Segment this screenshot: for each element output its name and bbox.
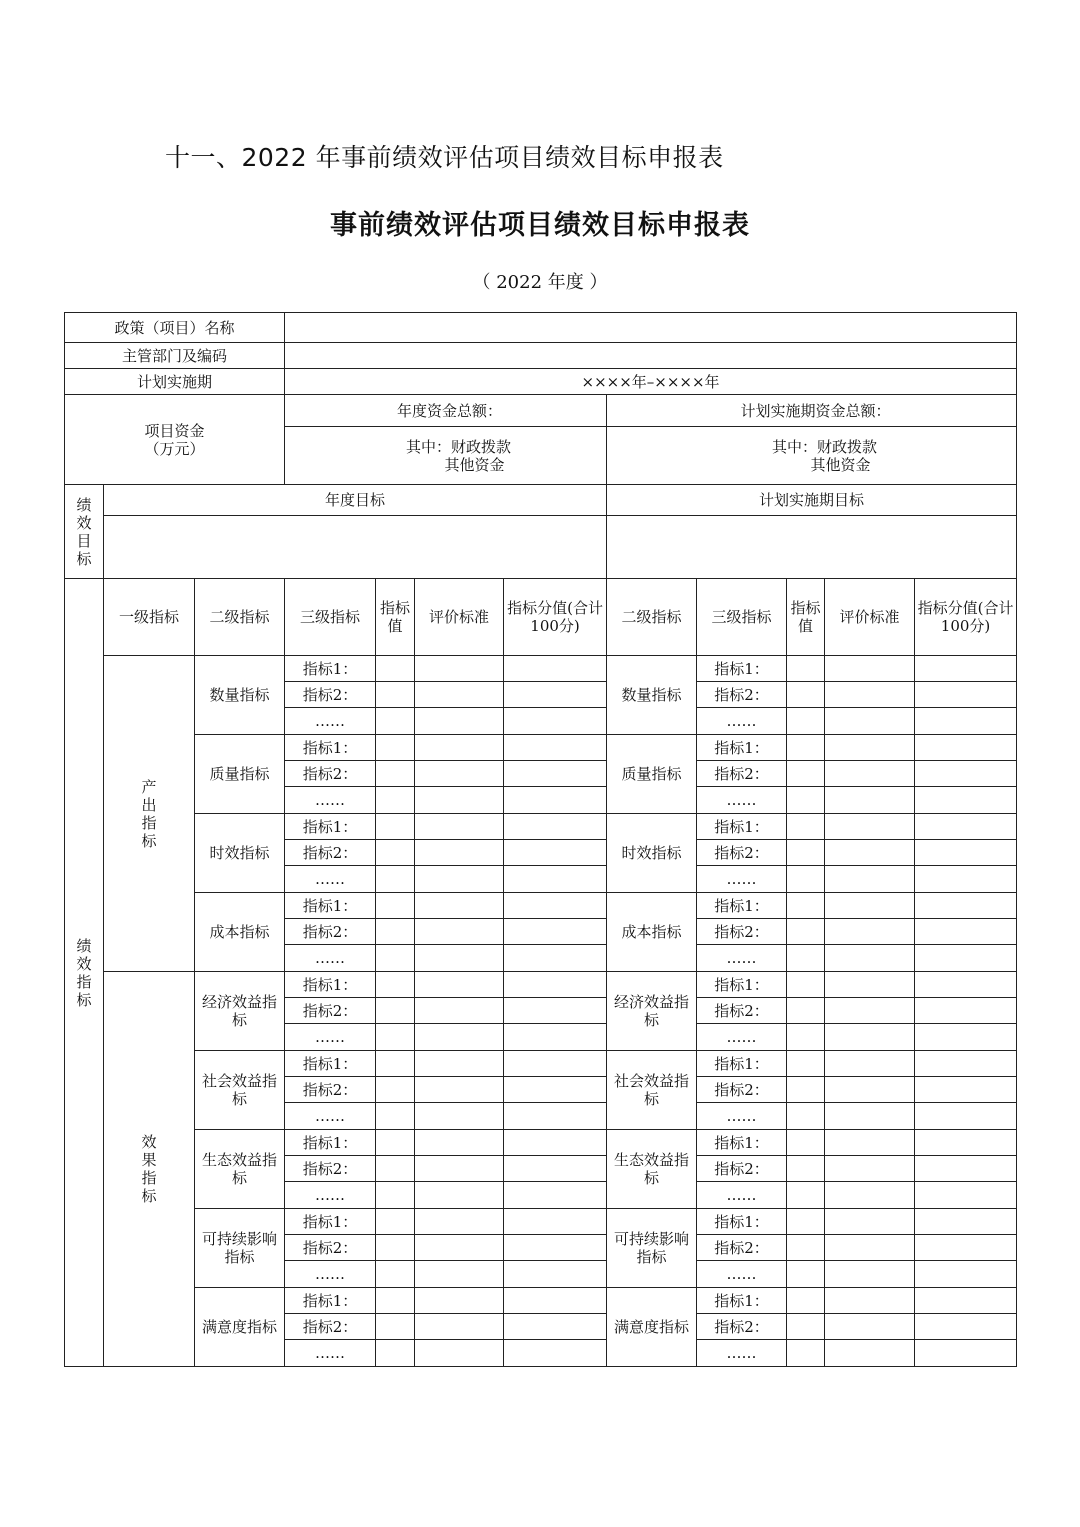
indicator-value-field[interactable] (376, 1156, 415, 1182)
indicator-2-label-plan: 指标2： (697, 682, 787, 708)
annual-of-which-label: 其中：财政拨款 (406, 437, 512, 456)
indicator-value-field-plan[interactable] (787, 1314, 825, 1340)
score-field[interactable] (504, 1288, 607, 1314)
evaluation-standard-field[interactable] (415, 972, 504, 998)
indicator-value-field-plan[interactable] (787, 656, 825, 682)
evaluation-standard-field-plan[interactable] (825, 814, 915, 840)
header-score: 指标分值(合计100分) (504, 579, 607, 656)
indicator-1-label: 指标1： (285, 1051, 376, 1077)
evaluation-standard-field-plan[interactable] (825, 945, 915, 972)
indicator-value-field-plan[interactable] (787, 1103, 825, 1130)
score-field[interactable] (504, 972, 607, 998)
funds-label-line2: （万元） (144, 439, 205, 458)
indicator-value-field-plan[interactable] (787, 1077, 825, 1103)
indicator-value-field[interactable] (376, 682, 415, 708)
score-field-plan[interactable] (915, 1235, 1017, 1261)
indicator-more-label: …… (285, 1261, 376, 1288)
indicator-2-label-plan: 指标2： (697, 1314, 787, 1340)
indicator-row (65, 1209, 1017, 1235)
level2-indicator-plan: 可持续影响指标 (607, 1209, 697, 1288)
score-field[interactable] (504, 893, 607, 919)
indicator-more-label: …… (285, 1340, 376, 1367)
indicator-1-label-plan: 指标1： (697, 972, 787, 998)
indicator-more-label-plan: …… (697, 945, 787, 972)
header-value-plan: 指标值 (787, 579, 825, 656)
level2-indicator: 质量指标 (195, 735, 285, 814)
indicator-value-field[interactable] (376, 972, 415, 998)
score-field[interactable] (504, 1024, 607, 1051)
evaluation-standard-field-plan[interactable] (825, 893, 915, 919)
evaluation-standard-field[interactable] (415, 998, 504, 1024)
indicator-side-label: 绩 效 指 标 (65, 579, 104, 1367)
score-field[interactable] (504, 1103, 607, 1130)
indicator-1-label-plan: 指标1： (697, 1209, 787, 1235)
indicator-value-field[interactable] (376, 1261, 415, 1288)
evaluation-standard-field-plan[interactable] (825, 656, 915, 682)
performance-goal-form (64, 312, 1017, 1367)
indicator-2-label-plan: 指标2： (697, 1156, 787, 1182)
indicator-value-field-plan[interactable] (787, 1156, 825, 1182)
indicator-value-field-plan[interactable] (787, 840, 825, 866)
level2-indicator: 可持续影响指标 (195, 1209, 285, 1288)
evaluation-standard-field[interactable] (415, 814, 504, 840)
indicator-more-label-plan: …… (697, 787, 787, 814)
score-field-plan[interactable] (915, 866, 1017, 893)
level2-indicator: 满意度指标 (195, 1288, 285, 1367)
indicator-value-field-plan[interactable] (787, 998, 825, 1024)
indicator-row (65, 656, 1017, 682)
indicator-value-field-plan[interactable] (787, 814, 825, 840)
indicator-value-field[interactable] (376, 1288, 415, 1314)
score-field-plan[interactable] (915, 761, 1017, 787)
score-field[interactable] (504, 1156, 607, 1182)
indicator-value-field[interactable] (376, 1077, 415, 1103)
indicator-value-field[interactable] (376, 1051, 415, 1077)
indicator-2-label: 指标2： (285, 1235, 376, 1261)
indicator-value-field[interactable] (376, 945, 415, 972)
indicator-1-label-plan: 指标1： (697, 735, 787, 761)
indicator-value-field-plan[interactable] (787, 1235, 825, 1261)
score-field[interactable] (504, 1340, 607, 1367)
score-field[interactable] (504, 1235, 607, 1261)
score-field[interactable] (504, 761, 607, 787)
annual-breakdown-field[interactable] (285, 427, 607, 485)
evaluation-standard-field-plan[interactable] (825, 972, 915, 998)
score-field-plan[interactable] (915, 814, 1017, 840)
score-field[interactable] (504, 682, 607, 708)
indicator-value-field[interactable] (376, 708, 415, 735)
indicator-more-label-plan: …… (697, 1103, 787, 1130)
dept-label: 主管部门及编码 (65, 343, 285, 369)
score-field[interactable] (504, 866, 607, 893)
indicator-value-field[interactable] (376, 761, 415, 787)
indicator-more-label-plan: …… (697, 1182, 787, 1209)
row-indicator-headers (65, 579, 1017, 656)
indicator-row (65, 893, 1017, 919)
section-heading: 十一、2022 年事前绩效评估项目绩效目标申报表 (165, 143, 724, 172)
indicator-1-label: 指标1： (285, 814, 376, 840)
indicator-value-field[interactable] (376, 1130, 415, 1156)
score-field-plan[interactable] (915, 1156, 1017, 1182)
row-dept (65, 343, 1017, 369)
score-field-plan[interactable] (915, 1051, 1017, 1077)
row-policy-name (65, 313, 1017, 343)
indicator-2-label-plan: 指标2： (697, 1077, 787, 1103)
score-field-plan[interactable] (915, 1314, 1017, 1340)
level2-indicator-plan: 时效指标 (607, 814, 697, 893)
indicator-2-label: 指标2： (285, 1156, 376, 1182)
indicator-value-field-plan[interactable] (787, 1261, 825, 1288)
evaluation-standard-field[interactable] (415, 1077, 504, 1103)
indicator-value-field-plan[interactable] (787, 761, 825, 787)
header-level3-plan: 三级指标 (697, 579, 787, 656)
indicator-value-field[interactable] (376, 840, 415, 866)
header-value: 指标值 (376, 579, 415, 656)
evaluation-standard-field-plan[interactable] (825, 1209, 915, 1235)
score-field-plan[interactable] (915, 1130, 1017, 1156)
evaluation-standard-field[interactable] (415, 893, 504, 919)
funds-label-line1: 项目资金 (144, 421, 205, 440)
indicator-value-field-plan[interactable] (787, 866, 825, 893)
indicator-1-label: 指标1： (285, 1288, 376, 1314)
level2-indicator: 成本指标 (195, 893, 285, 972)
indicator-value-field[interactable] (376, 1235, 415, 1261)
period-field[interactable]: ××××年–××××年 (285, 369, 1017, 395)
indicator-1-label-plan: 指标1： (697, 1288, 787, 1314)
header-standard: 评价标准 (415, 579, 504, 656)
goal-side-label: 绩 效 目 标 (65, 485, 104, 579)
indicator-value-field-plan[interactable] (787, 787, 825, 814)
evaluation-standard-field-plan[interactable] (825, 1314, 915, 1340)
indicator-value-field-plan[interactable] (787, 708, 825, 735)
evaluation-standard-field-plan[interactable] (825, 1077, 915, 1103)
evaluation-standard-field[interactable] (415, 1314, 504, 1340)
evaluation-standard-field-plan[interactable] (825, 1288, 915, 1314)
score-field-plan[interactable] (915, 1024, 1017, 1051)
score-field-plan[interactable] (915, 787, 1017, 814)
evaluation-standard-field-plan[interactable] (825, 682, 915, 708)
plan-goal-field[interactable] (607, 516, 1017, 579)
score-field-plan[interactable] (915, 1209, 1017, 1235)
score-field[interactable] (504, 1314, 607, 1340)
level2-indicator: 社会效益指标 (195, 1051, 285, 1130)
header-level3: 三级指标 (285, 579, 376, 656)
evaluation-standard-field[interactable] (415, 1130, 504, 1156)
score-field-plan[interactable] (915, 1103, 1017, 1130)
level2-indicator: 时效指标 (195, 814, 285, 893)
header-level1: 一级指标 (104, 579, 195, 656)
evaluation-standard-field[interactable] (415, 1288, 504, 1314)
level2-indicator-plan: 质量指标 (607, 735, 697, 814)
indicator-value-field-plan[interactable] (787, 1182, 825, 1209)
header-standard-plan: 评价标准 (825, 579, 915, 656)
annual-goal-header: 年度目标 (104, 485, 607, 516)
level2-indicator-plan: 经济效益指标 (607, 972, 697, 1051)
level2-indicator-plan: 成本指标 (607, 893, 697, 972)
score-field[interactable] (504, 1209, 607, 1235)
indicator-2-label-plan: 指标2： (697, 761, 787, 787)
score-field-plan[interactable] (915, 893, 1017, 919)
score-field-plan[interactable] (915, 919, 1017, 945)
evaluation-standard-field-plan[interactable] (825, 1182, 915, 1209)
indicator-1-label-plan: 指标1： (697, 893, 787, 919)
indicator-2-label: 指标2： (285, 998, 376, 1024)
indicator-value-field-plan[interactable] (787, 972, 825, 998)
indicator-2-label-plan: 指标2： (697, 919, 787, 945)
evaluation-standard-field[interactable] (415, 735, 504, 761)
evaluation-standard-field[interactable] (415, 1261, 504, 1288)
indicator-more-label: …… (285, 945, 376, 972)
score-field-plan[interactable] (915, 735, 1017, 761)
plan-of-which-label: 其中：财政拨款 (772, 437, 878, 456)
evaluation-standard-field-plan[interactable] (825, 840, 915, 866)
evaluation-standard-field-plan[interactable] (825, 787, 915, 814)
evaluation-standard-field[interactable] (415, 708, 504, 735)
evaluation-standard-field[interactable] (415, 1235, 504, 1261)
indicator-2-label-plan: 指标2： (697, 840, 787, 866)
indicator-value-field-plan[interactable] (787, 1209, 825, 1235)
indicator-value-field[interactable] (376, 1314, 415, 1340)
indicator-1-label-plan: 指标1： (697, 814, 787, 840)
score-field-plan[interactable] (915, 682, 1017, 708)
score-field-plan[interactable] (915, 708, 1017, 735)
indicator-value-field-plan[interactable] (787, 1051, 825, 1077)
indicator-more-label-plan: …… (697, 1261, 787, 1288)
policy-name-field[interactable] (285, 313, 1017, 343)
evaluation-standard-field-plan[interactable] (825, 1051, 915, 1077)
evaluation-standard-field[interactable] (415, 919, 504, 945)
score-field[interactable] (504, 1182, 607, 1209)
output-indicator-label: 产 出 指 标 (104, 656, 195, 972)
evaluation-standard-field-plan[interactable] (825, 919, 915, 945)
indicator-value-field[interactable] (376, 866, 415, 893)
evaluation-standard-field-plan[interactable] (825, 708, 915, 735)
score-field-plan[interactable] (915, 840, 1017, 866)
period-label: 计划实施期 (65, 369, 285, 395)
indicator-1-label: 指标1： (285, 735, 376, 761)
indicator-value-field-plan[interactable] (787, 682, 825, 708)
indicator-more-label-plan: …… (697, 866, 787, 893)
indicator-more-label: …… (285, 787, 376, 814)
evaluation-standard-field-plan[interactable] (825, 735, 915, 761)
score-field-plan[interactable] (915, 1288, 1017, 1314)
indicator-value-field[interactable] (376, 814, 415, 840)
score-field-plan[interactable] (915, 656, 1017, 682)
score-field-plan[interactable] (915, 1182, 1017, 1209)
score-field-plan[interactable] (915, 972, 1017, 998)
dept-field[interactable] (285, 343, 1017, 369)
score-field[interactable] (504, 656, 607, 682)
row-goal-headers (65, 485, 1017, 516)
evaluation-standard-field[interactable] (415, 1156, 504, 1182)
evaluation-standard-field[interactable] (415, 866, 504, 893)
evaluation-standard-field-plan[interactable] (825, 1103, 915, 1130)
evaluation-standard-field[interactable] (415, 840, 504, 866)
effect-indicator-label: 效 果 指 标 (104, 972, 195, 1367)
evaluation-standard-field-plan[interactable] (825, 1024, 915, 1051)
indicator-value-field[interactable] (376, 998, 415, 1024)
indicator-row (65, 972, 1017, 998)
plan-goal-header: 计划实施期目标 (607, 485, 1017, 516)
score-field[interactable] (504, 840, 607, 866)
score-field-plan[interactable] (915, 945, 1017, 972)
score-field[interactable] (504, 814, 607, 840)
score-field-plan[interactable] (915, 1077, 1017, 1103)
policy-name-label: 政策（项目）名称 (65, 313, 285, 343)
score-field-plan[interactable] (915, 1261, 1017, 1288)
evaluation-standard-field[interactable] (415, 1209, 504, 1235)
indicator-value-field[interactable] (376, 787, 415, 814)
indicator-value-field[interactable] (376, 1340, 415, 1367)
level2-indicator-plan: 满意度指标 (607, 1288, 697, 1367)
indicator-1-label-plan: 指标1： (697, 1051, 787, 1077)
annual-total-field[interactable]: 年度资金总额： (285, 395, 607, 427)
indicator-value-field-plan[interactable] (787, 1024, 825, 1051)
level2-indicator: 数量指标 (195, 656, 285, 735)
indicator-2-label: 指标2： (285, 840, 376, 866)
indicator-2-label-plan: 指标2： (697, 1235, 787, 1261)
indicator-value-field[interactable] (376, 1024, 415, 1051)
indicator-row (65, 1288, 1017, 1314)
evaluation-standard-field[interactable] (415, 1051, 504, 1077)
indicator-value-field-plan[interactable] (787, 1340, 825, 1367)
evaluation-standard-field[interactable] (415, 656, 504, 682)
year-label: （ 2022 年度 ） (472, 272, 608, 293)
score-field[interactable] (504, 1261, 607, 1288)
evaluation-standard-field[interactable] (415, 1340, 504, 1367)
indicator-value-field[interactable] (376, 893, 415, 919)
score-field[interactable] (504, 998, 607, 1024)
score-field-plan[interactable] (915, 998, 1017, 1024)
indicator-row (65, 735, 1017, 761)
indicator-more-label: …… (285, 1024, 376, 1051)
indicator-value-field[interactable] (376, 656, 415, 682)
score-field[interactable] (504, 1130, 607, 1156)
indicator-value-field-plan[interactable] (787, 1288, 825, 1314)
form-title: 事前绩效评估项目绩效目标申报表 (330, 210, 750, 241)
indicator-value-field[interactable] (376, 1182, 415, 1209)
indicator-2-label: 指标2： (285, 761, 376, 787)
indicator-2-label: 指标2： (285, 1314, 376, 1340)
indicator-more-label: …… (285, 1103, 376, 1130)
indicator-1-label: 指标1： (285, 1130, 376, 1156)
plan-total-field[interactable]: 计划实施期资金总额： (607, 395, 1017, 427)
indicator-value-field-plan[interactable] (787, 735, 825, 761)
row-funds-total (65, 395, 1017, 427)
annual-goal-field[interactable] (104, 516, 607, 579)
indicator-more-label-plan: …… (697, 1340, 787, 1367)
score-field[interactable] (504, 1051, 607, 1077)
indicator-more-label-plan: …… (697, 708, 787, 735)
score-field-plan[interactable] (915, 1340, 1017, 1367)
indicator-2-label: 指标2： (285, 682, 376, 708)
evaluation-standard-field[interactable] (415, 945, 504, 972)
score-field[interactable] (504, 919, 607, 945)
indicator-value-field-plan[interactable] (787, 893, 825, 919)
indicator-1-label: 指标1： (285, 893, 376, 919)
indicator-1-label-plan: 指标1： (697, 656, 787, 682)
indicator-row (65, 1130, 1017, 1156)
evaluation-standard-field-plan[interactable] (825, 1235, 915, 1261)
evaluation-standard-field[interactable] (415, 787, 504, 814)
evaluation-standard-field[interactable] (415, 1024, 504, 1051)
indicator-row (65, 1051, 1017, 1077)
indicator-value-field[interactable] (376, 735, 415, 761)
plan-breakdown-field[interactable] (607, 427, 1017, 485)
row-goal-content (65, 516, 1017, 579)
score-field[interactable] (504, 708, 607, 735)
level2-indicator: 经济效益指标 (195, 972, 285, 1051)
indicator-more-label: …… (285, 1182, 376, 1209)
level2-indicator: 生态效益指标 (195, 1130, 285, 1209)
evaluation-standard-field[interactable] (415, 682, 504, 708)
evaluation-standard-field-plan[interactable] (825, 1261, 915, 1288)
indicator-more-label-plan: …… (697, 1024, 787, 1051)
score-field[interactable] (504, 945, 607, 972)
header-score-plan: 指标分值(合计100分) (915, 579, 1017, 656)
indicator-1-label: 指标1： (285, 972, 376, 998)
score-field[interactable] (504, 1077, 607, 1103)
indicator-1-label: 指标1： (285, 656, 376, 682)
indicator-more-label: …… (285, 708, 376, 735)
indicator-value-field[interactable] (376, 1209, 415, 1235)
score-field[interactable] (504, 735, 607, 761)
evaluation-standard-field-plan[interactable] (825, 1130, 915, 1156)
evaluation-standard-field-plan[interactable] (825, 1156, 915, 1182)
evaluation-standard-field[interactable] (415, 1103, 504, 1130)
row-period (65, 369, 1017, 395)
indicator-value-field[interactable] (376, 919, 415, 945)
indicator-value-field-plan[interactable] (787, 1130, 825, 1156)
indicator-value-field-plan[interactable] (787, 945, 825, 972)
indicator-value-field[interactable] (376, 1103, 415, 1130)
plan-other-funds-label: 其他资金 (810, 455, 871, 474)
level2-indicator-plan: 生态效益指标 (607, 1130, 697, 1209)
indicator-value-field-plan[interactable] (787, 919, 825, 945)
indicator-2-label: 指标2： (285, 919, 376, 945)
evaluation-standard-field-plan[interactable] (825, 1340, 915, 1367)
funds-label (65, 395, 285, 485)
indicator-row (65, 814, 1017, 840)
indicator-1-label-plan: 指标1： (697, 1130, 787, 1156)
evaluation-standard-field-plan[interactable] (825, 866, 915, 893)
evaluation-standard-field-plan[interactable] (825, 761, 915, 787)
header-level2-plan: 二级指标 (607, 579, 697, 656)
indicator-1-label: 指标1： (285, 1209, 376, 1235)
evaluation-standard-field[interactable] (415, 761, 504, 787)
indicator-2-label: 指标2： (285, 1077, 376, 1103)
header-level2: 二级指标 (195, 579, 285, 656)
indicator-more-label: …… (285, 866, 376, 893)
score-field[interactable] (504, 787, 607, 814)
evaluation-standard-field[interactable] (415, 1182, 504, 1209)
indicator-2-label-plan: 指标2： (697, 998, 787, 1024)
level2-indicator-plan: 数量指标 (607, 656, 697, 735)
evaluation-standard-field-plan[interactable] (825, 998, 915, 1024)
annual-other-funds-label: 其他资金 (444, 455, 505, 474)
level2-indicator-plan: 社会效益指标 (607, 1051, 697, 1130)
